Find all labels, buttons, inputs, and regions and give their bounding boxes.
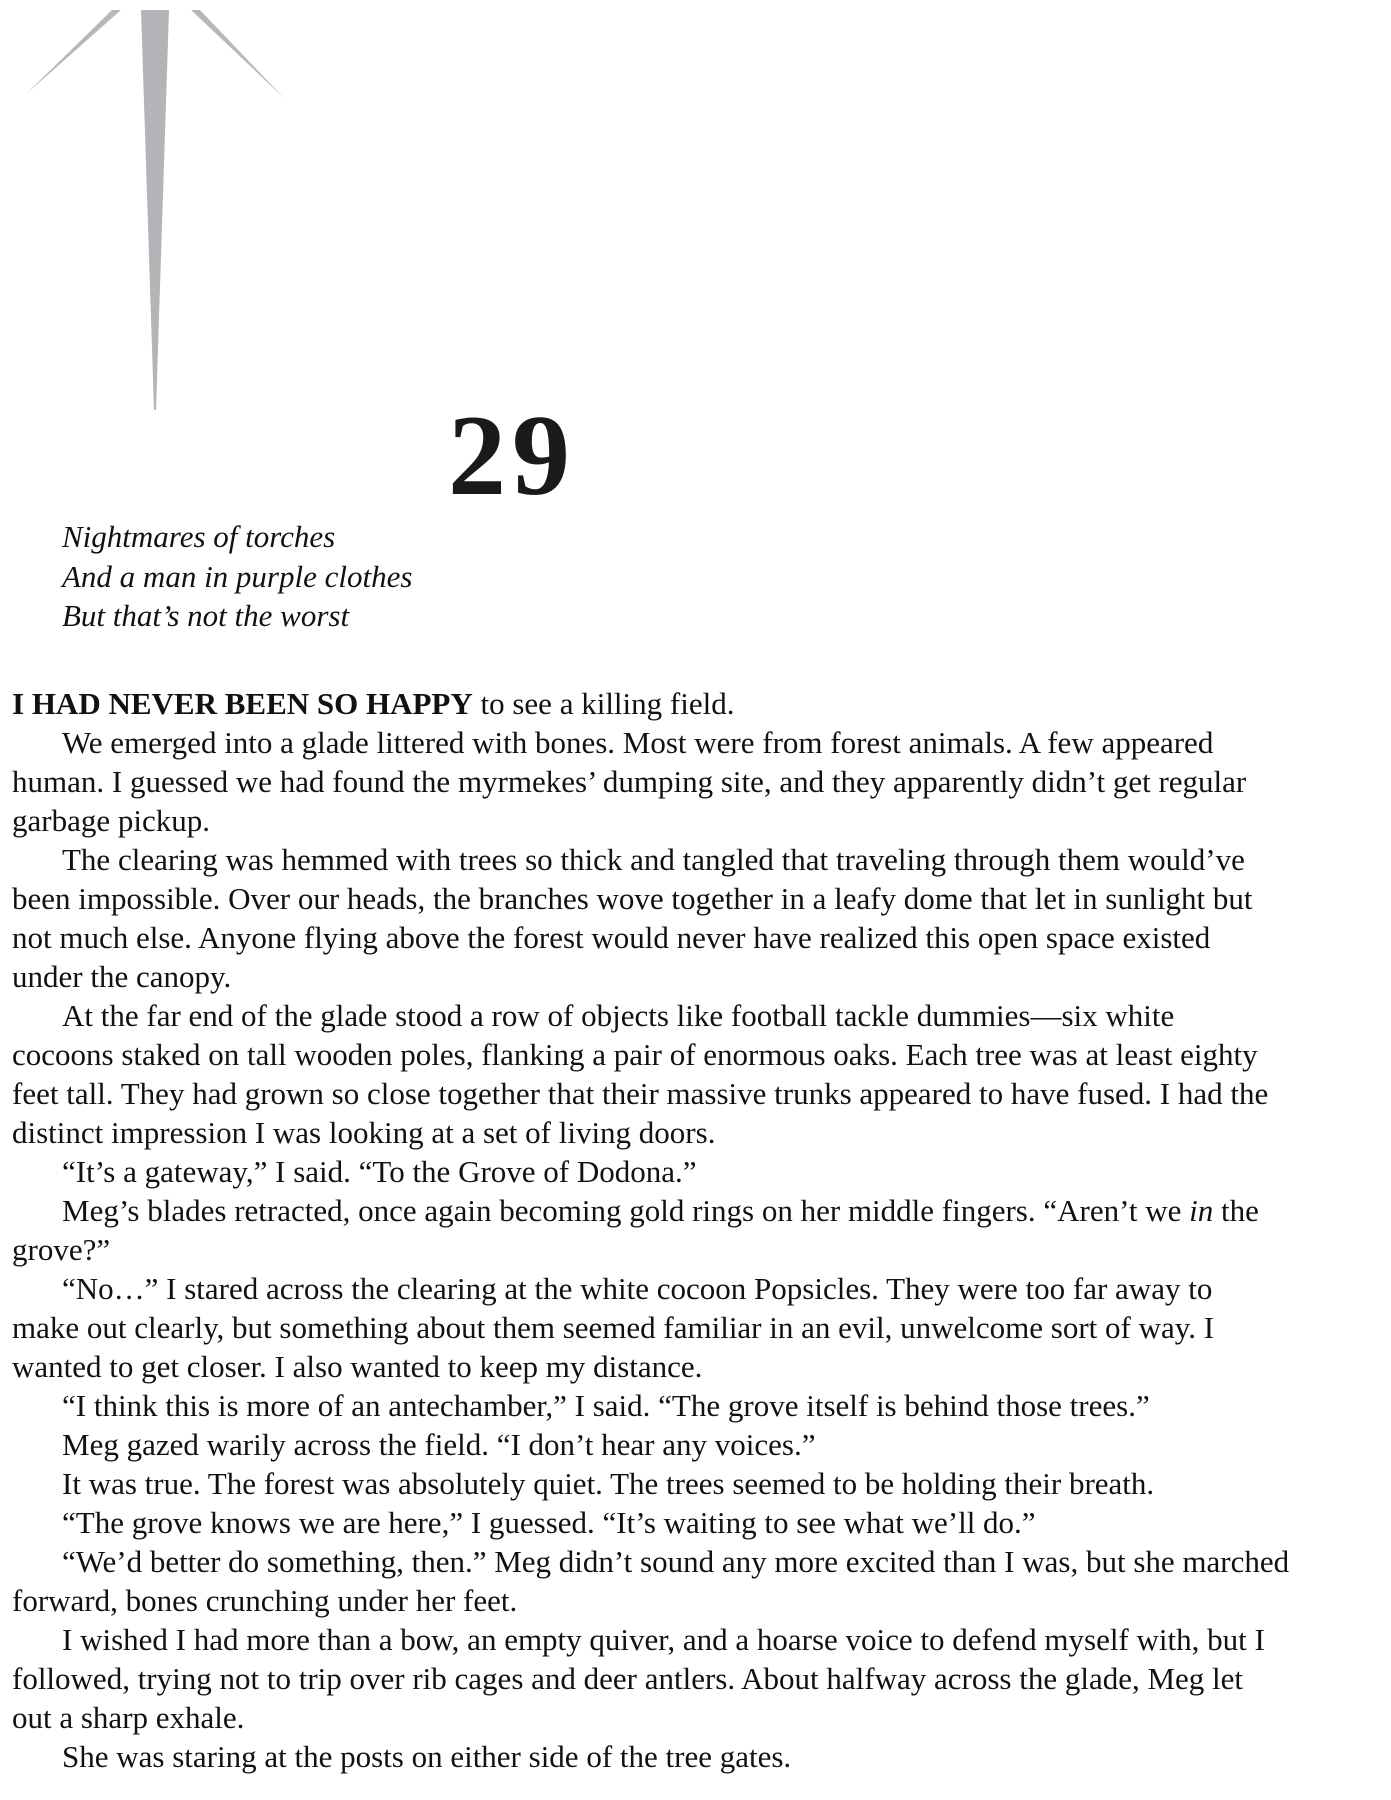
ornament-left-ray xyxy=(25,10,121,95)
text-line xyxy=(12,1503,1382,1542)
text-segment: grove?” xyxy=(12,1232,111,1267)
epigraph-line: And a man in purple clothes xyxy=(62,558,413,594)
text-segment: out a sharp exhale. xyxy=(12,1700,245,1735)
text-segment: been impossible. Over our heads, the branches wove together in a leafy dome that let in sunlight but xyxy=(12,881,1253,916)
text-segment: make out clearly, but something about them seemed familiar in an evil, unwelcome sort of way. I xyxy=(12,1310,1215,1345)
text-line xyxy=(12,1620,1382,1659)
chapter-number: 29 xyxy=(448,392,576,520)
text-line xyxy=(12,1347,1382,1386)
text-segment: “No…” I stared across the clearing at the white cocoon Popsicles. They were too far away to xyxy=(62,1271,1213,1306)
text-line xyxy=(12,1035,1382,1074)
text-line xyxy=(12,996,1382,1035)
epigraph-line: Nightmares of torches xyxy=(62,519,336,554)
text-segment: “It’s a gateway,” I said. “To the Grove of Dodona.” xyxy=(62,1154,697,1189)
text-line xyxy=(12,684,1382,723)
text-segment: the xyxy=(1213,1193,1259,1228)
text-line xyxy=(12,1152,1382,1191)
text-line xyxy=(12,918,1382,957)
text-segment: The clearing was hemmed with trees so thick and tangled that traveling through them would’ve xyxy=(62,842,1245,877)
bold-lead-in: I HAD NEVER BEEN SO HAPPY xyxy=(12,686,473,721)
text-segment: “The grove knows we are here,” I guessed. “It’s waiting to see what we’ll do.” xyxy=(62,1505,1036,1540)
italic-emphasis: in xyxy=(1189,1193,1214,1228)
text-line xyxy=(12,723,1382,762)
text-line xyxy=(12,762,1382,801)
text-segment: to see a killing field. xyxy=(472,686,735,721)
epigraph-line: But that’s not the worst xyxy=(62,598,350,633)
text-segment: followed, trying not to trip over rib cages and deer antlers. About halfway across the glade, Meg let xyxy=(12,1661,1244,1696)
ornament-right-ray xyxy=(191,10,284,98)
text-segment: cocoons staked on tall wooden poles, flanking a pair of enormous oaks. Each tree was at least eighty xyxy=(12,1037,1258,1072)
text-line xyxy=(12,879,1382,918)
text-line xyxy=(12,1542,1382,1581)
text-line xyxy=(12,840,1382,879)
text-line xyxy=(12,1386,1382,1425)
chapter-body xyxy=(12,684,1382,1776)
text-line xyxy=(12,1230,1382,1269)
text-line xyxy=(12,1425,1382,1464)
text-segment: Meg gazed warily across the field. “I don’t hear any voices.” xyxy=(62,1427,816,1462)
text-segment: At the far end of the glade stood a row of objects like football tackle dummies—six white xyxy=(62,998,1175,1033)
text-line xyxy=(12,1698,1382,1737)
text-segment: “I think this is more of an antechamber,” I said. “The grove itself is behind those trees.” xyxy=(62,1388,1150,1423)
text-line xyxy=(12,1581,1382,1620)
text-segment: We emerged into a glade littered with bones. Most were from forest animals. A few appeared xyxy=(62,725,1214,760)
text-line xyxy=(12,1308,1382,1347)
ornament-center-spike xyxy=(141,10,169,410)
text-segment: She was staring at the posts on either side of the tree gates. xyxy=(62,1739,792,1774)
text-segment: It was true. The forest was absolutely quiet. The trees seemed to be holding their breath. xyxy=(62,1466,1155,1501)
text-segment: Meg’s blades retracted, once again becoming gold rings on her middle fingers. “Aren’t we xyxy=(62,1193,1190,1228)
text-segment: wanted to get closer. I also wanted to keep my distance. xyxy=(12,1349,703,1384)
text-segment: human. I guessed we had found the myrmekes’ dumping site, and they apparently didn’t get regular xyxy=(12,764,1247,799)
text-segment: feet tall. They had grown so close together that their massive trunks appeared to have fused. I had the xyxy=(12,1076,1269,1111)
text-line xyxy=(12,1191,1382,1230)
chapter-ornament-icon xyxy=(0,0,300,420)
text-line xyxy=(12,1269,1382,1308)
text-line xyxy=(12,801,1382,840)
epigraph xyxy=(62,517,412,636)
text-segment: distinct impression I was looking at a set of living doors. xyxy=(12,1115,716,1150)
text-segment: garbage pickup. xyxy=(12,803,210,838)
text-line xyxy=(12,1074,1382,1113)
text-segment: forward, bones crunching under her feet. xyxy=(12,1583,518,1618)
text-segment: under the canopy. xyxy=(12,959,232,994)
text-segment: “We’d better do something, then.” Meg didn’t sound any more excited than I was, but she marched xyxy=(62,1544,1290,1579)
text-line xyxy=(12,1737,1382,1776)
text-line xyxy=(12,957,1382,996)
text-segment: not much else. Anyone flying above the forest would never have realized this open space existed xyxy=(12,920,1211,955)
text-segment: I wished I had more than a bow, an empty quiver, and a hoarse voice to defend myself with, but I xyxy=(62,1622,1265,1657)
text-line xyxy=(12,1113,1382,1152)
text-line xyxy=(12,1659,1382,1698)
text-line xyxy=(12,1464,1382,1503)
